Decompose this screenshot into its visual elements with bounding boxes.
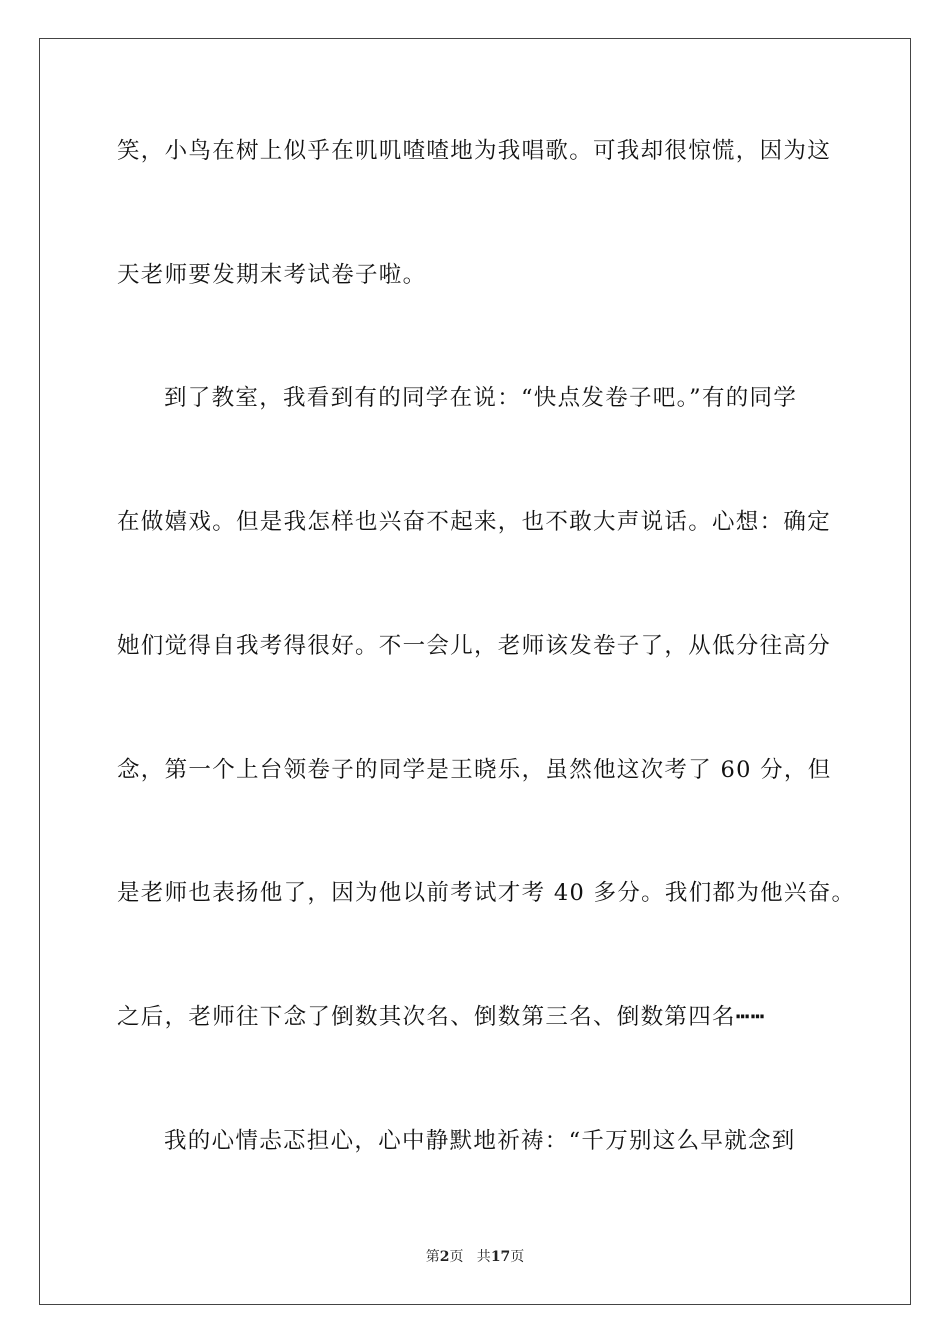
text-line-3: 到了教室，我看到有的同学在说：“快点发卷子吧。”有的同学 — [164, 385, 798, 411]
total-page-number: 17 — [490, 1249, 511, 1265]
page-border — [39, 38, 911, 1305]
footer-suffix: 页 — [510, 1249, 525, 1265]
text-line-4: 在做嬉戏。但是我怎样也兴奋不起来，也不敢大声说话。心想：确定 — [117, 509, 832, 535]
text-line-7: 是老师也表扬他了，因为他以前考试才考 40 多分。我们都为他兴奋。 — [117, 880, 856, 906]
current-page-number: 2 — [439, 1249, 450, 1265]
text-line-5: 她们觉得自我考得很好。不一会儿，老师该发卷子了，从低分往高分 — [117, 633, 832, 659]
text-line-1: 笑，小鸟在树上似乎在叽叽喳喳地为我唱歌。可我却很惊慌，因为这 — [117, 138, 832, 164]
footer-mid: 页 共 — [449, 1249, 491, 1265]
text-line-2: 天老师要发期末考试卷子啦。 — [117, 262, 427, 288]
text-line-9: 我的心情忐忑担心，心中静默地祈祷：“千万别这么早就念到 — [164, 1128, 796, 1154]
text-line-6: 念，第一个上台领卷子的同学是王晓乐，虽然他这次考了 60 分，但 — [117, 757, 832, 783]
page-footer — [0, 1246, 950, 1266]
text-line-8: 之后，老师往下念了倒数其次名、倒数第三名、倒数第四名┅┅ — [117, 1004, 766, 1030]
footer-prefix: 第 — [425, 1249, 440, 1265]
